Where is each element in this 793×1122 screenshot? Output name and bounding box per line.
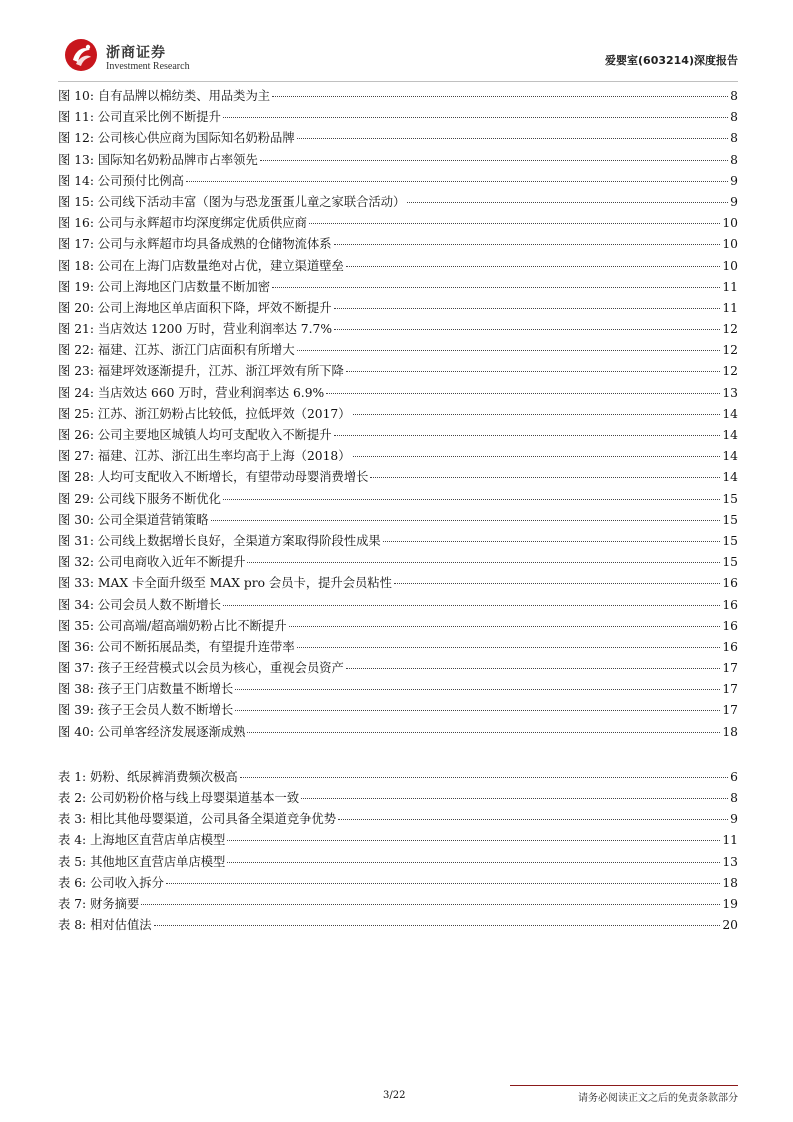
dot-leader [211, 520, 721, 521]
toc-table-item-label: 表 2: 公司奶粉价格与线上母婴渠道基本一致 [58, 791, 300, 805]
toc-figure-item-label: 图 25: 江苏、浙江奶粉占比较低，拉低坪效（2017） [58, 406, 351, 421]
toc-table-item-label: 表 1: 奶粉、纸尿裤消费频次极高 [58, 769, 238, 784]
dot-leader [297, 138, 729, 139]
toc-figure-item-label: 图 39: 孩子王会员人数不断增长 [58, 703, 234, 718]
toc-figure-item-label: 图 36: 公司不断拓展品类，有望提升连带率 [58, 639, 295, 654]
toc-figure-item-label: 图 23: 福建坪效逐渐提升，江苏、浙江坪效有所下降 [58, 364, 344, 379]
toc-figure-item-page: 13 [722, 385, 738, 400]
toc-figure-item[interactable] [58, 679, 738, 700]
toc-figure-item[interactable] [58, 107, 738, 128]
toc-figure-item-page: 18 [722, 724, 738, 739]
toc-table-item-label: 表 7: 财务摘要 [58, 896, 140, 911]
toc-figure-item-label: 图 21: 当店效达 1200 万时，营业利润率达 7.7% [58, 322, 333, 337]
dot-leader [272, 96, 728, 97]
dot-leader [370, 477, 720, 478]
toc-figure-item-page: 10 [722, 216, 738, 231]
page-header [58, 36, 738, 84]
toc-table-item-label: 表 6: 公司收入拆分 [58, 875, 164, 890]
toc-figure-item[interactable] [58, 234, 738, 255]
toc-figure-item[interactable] [58, 404, 738, 425]
toc-figure-item-label: 图 37: 孩子王经营模式以会员为核心，重视会员资产 [58, 661, 344, 676]
toc-figure-item-page: 16 [722, 618, 738, 633]
dot-leader [334, 244, 721, 245]
dot-leader [338, 819, 728, 820]
toc-table-item[interactable] [58, 915, 738, 936]
toc-figure-item[interactable] [58, 213, 738, 234]
toc-figure-item[interactable] [58, 573, 738, 594]
toc-table-item[interactable] [58, 809, 738, 830]
toc-figure-item-label: 图 16: 公司与永辉超市均深度绑定优质供应商 [58, 216, 307, 231]
toc-figure-item-page: 16 [722, 639, 738, 654]
dot-leader [141, 904, 720, 905]
dot-leader [227, 840, 720, 841]
dot-leader [407, 202, 728, 203]
toc-figure-item-label: 图 15: 公司线下活动丰富（图为与恐龙蛋蛋儿童之家联合活动） [58, 194, 406, 209]
dot-leader [297, 350, 721, 351]
disclaimer-text: 请务必阅读正文之后的免责条款部分 [578, 1093, 738, 1104]
toc-table-item-label: 表 4: 上海地区直营店单店模型 [58, 833, 226, 848]
toc-figure-item-label: 图 18: 公司在上海门店数量绝对占优，建立渠道壁垒 [58, 258, 344, 273]
toc-figure-item-page: 15 [722, 491, 738, 506]
toc-figure-item[interactable] [58, 446, 738, 467]
toc-table-item-page: 9 [730, 812, 738, 827]
dot-leader [309, 223, 720, 224]
toc-figure-item-page: 16 [722, 597, 738, 612]
toc-figure-item[interactable] [58, 277, 738, 298]
toc-table-item-label: 表 3: 相比其他母婴渠道，公司具备全渠道竞争优势 [58, 812, 337, 827]
toc-figure-item-page: 14 [722, 470, 738, 485]
toc-figure-item-label: 图 27: 福建、江苏、浙江出生率均高于上海（2018） [58, 449, 351, 464]
toc-figure-item[interactable] [58, 552, 738, 573]
dot-leader [353, 456, 721, 457]
dot-leader [247, 732, 720, 733]
dot-leader [223, 605, 720, 606]
toc-figure-item[interactable] [58, 489, 738, 510]
toc-table-item-page: 8 [730, 791, 738, 805]
toc-figure-item-label: 图 19: 公司上海地区门店数量不断加密 [58, 279, 271, 294]
toc-table-item-label: 表 5: 其他地区直营店单店模型 [58, 854, 226, 869]
dot-leader [154, 925, 721, 926]
toc-figure-item-label: 图 10: 自有品牌以棉纺类、用品类为主 [58, 89, 271, 103]
toc-figure-item-label: 图 35: 公司高端/超高端奶粉占比不断提升 [58, 618, 287, 633]
toc-table-item-page: 6 [730, 769, 738, 784]
toc-table-item[interactable] [58, 873, 738, 894]
toc-figure-item-label: 图 14: 公司预付比例高 [58, 173, 184, 188]
toc-figure-item-label: 图 30: 公司全渠道营销策略 [58, 512, 209, 527]
toc-figure-item[interactable] [58, 722, 738, 743]
toc-figure-item-page: 10 [722, 237, 738, 252]
dot-leader [235, 689, 720, 690]
toc-figure-item[interactable] [58, 425, 738, 446]
toc-figure-item-label: 图 29: 公司线下服务不断优化 [58, 491, 221, 506]
toc-figure-item-page: 17 [722, 682, 738, 697]
toc-figure-item[interactable] [58, 192, 738, 213]
toc-figure-item-label: 图 33: MAX 卡全面升级至 MAX pro 会员卡，提升会员粘性 [58, 576, 392, 591]
toc-figure-item-page: 11 [722, 300, 738, 315]
toc-table-item-page: 19 [722, 896, 738, 911]
dot-leader [260, 160, 728, 161]
toc-figure-item-label: 图 34: 公司会员人数不断增长 [58, 597, 221, 612]
toc-figure-item-label: 图 12: 公司核心供应商为国际知名奶粉品牌 [58, 131, 295, 146]
toc-figure-item[interactable] [58, 616, 738, 637]
toc-figure-item[interactable] [58, 171, 738, 192]
toc-figure-item-page: 8 [730, 152, 738, 167]
toc-figure-item-label: 图 31: 公司线上数据增长良好，全渠道方案取得阶段性成果 [58, 533, 381, 548]
toc-figure-item-page: 17 [722, 661, 738, 676]
toc-figure-item-label: 图 24: 当店效达 660 万时，营业利润率达 6.9% [58, 385, 325, 400]
toc-table-item-label: 表 8: 相对估值法 [58, 918, 152, 933]
dot-leader [346, 266, 721, 267]
toc-figure-item-page: 11 [722, 279, 738, 294]
toc-figure-item-label: 图 28: 人均可支配收入不断增长，有望带动母婴消费增长 [58, 470, 369, 485]
figure-list [58, 86, 738, 743]
toc-figure-item[interactable] [58, 298, 738, 319]
toc-figure-item-page: 17 [722, 703, 738, 718]
report-title: 爱婴室(603214)深度报告 [605, 54, 738, 67]
toc-figure-item-page: 9 [730, 173, 738, 188]
toc-figure-item[interactable] [58, 256, 738, 277]
toc-figure-item-page: 15 [722, 555, 738, 570]
toc-figure-item[interactable] [58, 128, 738, 149]
toc-figure-item[interactable] [58, 467, 738, 488]
toc-figure-item-label: 图 26: 公司主要地区城镇人均可支配收入不断提升 [58, 428, 332, 442]
toc-figure-item-page: 12 [722, 364, 738, 379]
toc-table-item[interactable] [58, 830, 738, 851]
toc-figure-item[interactable] [58, 700, 738, 721]
toc-figure-item[interactable] [58, 383, 738, 404]
header-divider [58, 81, 738, 82]
dot-leader [346, 371, 721, 372]
toc-table-item[interactable] [58, 852, 738, 873]
toc-figure-item-page: 8 [730, 110, 738, 125]
toc-table-item[interactable] [58, 788, 738, 809]
toc-figure-item-label: 图 40: 公司单客经济发展逐渐成熟 [58, 724, 246, 739]
dot-leader [240, 777, 729, 778]
toc-figure-item[interactable] [58, 86, 738, 107]
toc-figure-item-page: 12 [722, 343, 738, 358]
toc-figure-item[interactable] [58, 510, 738, 531]
dot-leader [334, 308, 721, 309]
zheshang-logo-icon [64, 38, 98, 72]
toc-figure-item-label: 图 32: 公司电商收入近年不断提升 [58, 555, 246, 570]
toc-figure-item-label: 图 22: 福建、江苏、浙江门店面积有所增大 [58, 343, 295, 358]
toc-figure-item-page: 15 [722, 533, 738, 548]
toc-figure-item[interactable] [58, 319, 738, 340]
toc-figure-item-label: 图 13: 国际知名奶粉品牌市占率领先 [58, 152, 258, 167]
dot-leader [346, 668, 721, 669]
dot-leader [235, 710, 720, 711]
toc-table-item-page: 11 [722, 833, 738, 848]
table-of-contents [58, 86, 738, 936]
toc-table-item-page: 13 [722, 854, 738, 869]
dot-leader [301, 798, 728, 799]
toc-table-item[interactable] [58, 767, 738, 788]
dot-leader [326, 393, 720, 394]
dot-leader [383, 541, 721, 542]
toc-figure-item-label: 图 11: 公司直采比例不断提升 [58, 110, 221, 125]
toc-figure-item-label: 图 20: 公司上海地区单店面积下降，坪效不断提升 [58, 300, 332, 315]
toc-figure-item-page: 8 [730, 131, 738, 146]
toc-figure-item-label: 图 17: 公司与永辉超市均具备成熟的仓储物流体系 [58, 237, 332, 252]
toc-figure-item[interactable] [58, 595, 738, 616]
brand-name-cn: 浙商证券 [106, 45, 166, 61]
dot-leader [272, 287, 720, 288]
dot-leader [166, 883, 720, 884]
toc-figure-item[interactable] [58, 361, 738, 382]
toc-figure-item-page: 10 [722, 258, 738, 273]
toc-figure-item-page: 12 [722, 322, 738, 337]
dot-leader [334, 329, 720, 330]
toc-figure-item-page: 9 [730, 194, 738, 209]
dot-leader [223, 117, 728, 118]
dot-leader [353, 414, 721, 415]
dot-leader [289, 626, 721, 627]
table-list [58, 767, 738, 937]
toc-figure-item-page: 8 [730, 89, 738, 103]
toc-figure-item-page: 14 [722, 449, 738, 464]
toc-figure-item[interactable] [58, 531, 738, 552]
toc-table-item[interactable] [58, 894, 738, 915]
toc-table-item-page: 18 [722, 875, 738, 890]
dot-leader [247, 562, 720, 563]
toc-figure-item-page: 15 [722, 512, 738, 527]
dot-leader [334, 435, 721, 436]
toc-figure-item-page: 14 [722, 428, 738, 442]
toc-figure-item[interactable] [58, 150, 738, 171]
dot-leader [297, 647, 721, 648]
toc-figure-item-label: 图 38: 孩子王门店数量不断增长 [58, 682, 234, 697]
toc-figure-item[interactable] [58, 340, 738, 361]
footer-divider [510, 1085, 738, 1086]
toc-figure-item-page: 16 [722, 576, 738, 591]
toc-figure-item[interactable] [58, 637, 738, 658]
brand-name-en: Investment Research [106, 61, 190, 72]
dot-leader [223, 499, 720, 500]
dot-leader [186, 181, 728, 182]
dot-leader [227, 862, 720, 863]
toc-figure-item-page: 14 [722, 406, 738, 421]
dot-leader [394, 583, 720, 584]
toc-figure-item[interactable] [58, 658, 738, 679]
page-number: 3/22 [383, 1090, 406, 1101]
toc-table-item-page: 20 [722, 918, 738, 933]
